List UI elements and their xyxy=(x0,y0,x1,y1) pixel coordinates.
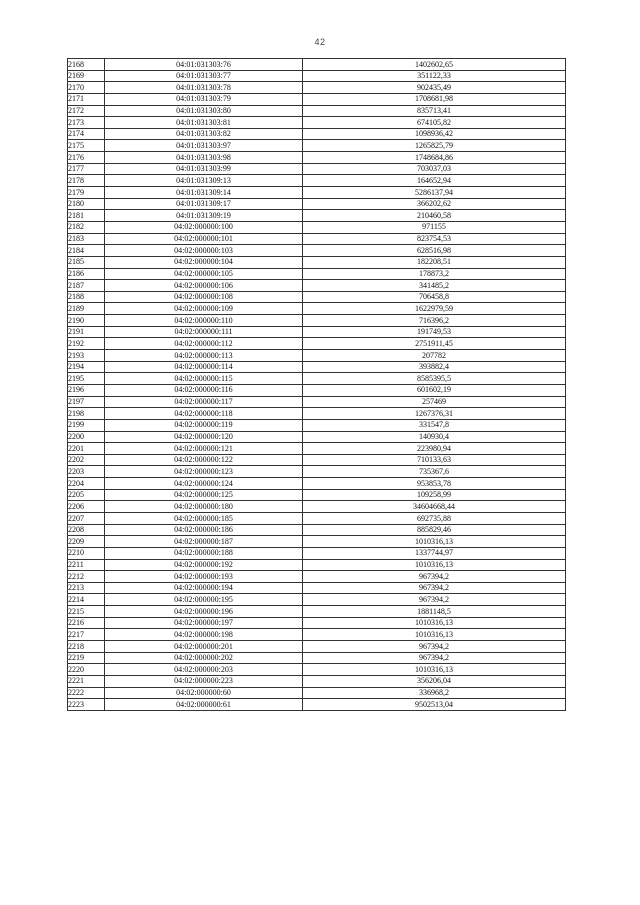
table-row xyxy=(68,233,566,245)
value-cell: 191749,53 xyxy=(303,326,566,338)
table-row xyxy=(68,606,566,618)
cadastral-number-cell: 04:02:000000:114 xyxy=(105,361,303,373)
value-cell: 1881148,5 xyxy=(303,606,566,618)
value-cell: 735367,6 xyxy=(303,466,566,478)
row-number-cell: 2194 xyxy=(68,361,105,373)
table-row xyxy=(68,396,566,408)
table-row xyxy=(68,256,566,268)
cadastral-number-cell: 04:02:000000:223 xyxy=(105,675,303,687)
row-number-cell: 2218 xyxy=(68,641,105,653)
cadastral-number-cell: 04:01:031309:14 xyxy=(105,187,303,199)
table-row xyxy=(68,675,566,687)
table-row xyxy=(68,524,566,536)
cadastral-number-cell: 04:02:000000:116 xyxy=(105,384,303,396)
value-cell: 223980,94 xyxy=(303,443,566,455)
cadastral-number-cell: 04:02:000000:186 xyxy=(105,524,303,536)
value-cell: 716396,2 xyxy=(303,315,566,327)
value-cell: 1010316,13 xyxy=(303,629,566,641)
row-number-cell: 2173 xyxy=(68,117,105,129)
row-number-cell: 2190 xyxy=(68,315,105,327)
value-cell: 967394,2 xyxy=(303,652,566,664)
row-number-cell: 2199 xyxy=(68,419,105,431)
cadastral-number-cell: 04:01:031303:76 xyxy=(105,59,303,71)
value-cell: 393882,4 xyxy=(303,361,566,373)
row-number-cell: 2171 xyxy=(68,93,105,105)
cadastral-number-cell: 04:02:000000:112 xyxy=(105,338,303,350)
row-number-cell: 2170 xyxy=(68,82,105,94)
value-cell: 967394,2 xyxy=(303,571,566,583)
row-number-cell: 2176 xyxy=(68,152,105,164)
cadastral-number-cell: 04:02:000000:188 xyxy=(105,547,303,559)
cadastral-number-cell: 04:02:000000:201 xyxy=(105,641,303,653)
row-number-cell: 2196 xyxy=(68,384,105,396)
cadastral-number-cell: 04:02:000000:100 xyxy=(105,221,303,233)
value-cell: 628516,98 xyxy=(303,245,566,257)
value-cell: 953853,78 xyxy=(303,478,566,490)
table-row xyxy=(68,641,566,653)
row-number-cell: 2168 xyxy=(68,59,105,71)
row-number-cell: 2192 xyxy=(68,338,105,350)
value-cell: 9502513,04 xyxy=(303,699,566,711)
row-number-cell: 2195 xyxy=(68,373,105,385)
table-row xyxy=(68,210,566,222)
cadastral-number-cell: 04:02:000000:121 xyxy=(105,443,303,455)
row-number-cell: 2188 xyxy=(68,291,105,303)
cadastral-number-cell: 04:02:000000:122 xyxy=(105,454,303,466)
table-row xyxy=(68,408,566,420)
cadastral-number-cell: 04:01:031303:81 xyxy=(105,117,303,129)
row-number-cell: 2204 xyxy=(68,478,105,490)
value-cell: 336968,2 xyxy=(303,687,566,699)
value-cell: 1265825,79 xyxy=(303,140,566,152)
cadastral-number-cell: 04:02:000000:125 xyxy=(105,489,303,501)
row-number-cell: 2213 xyxy=(68,582,105,594)
cadastral-number-cell: 04:02:000000:196 xyxy=(105,606,303,618)
table-row xyxy=(68,361,566,373)
row-number-cell: 2220 xyxy=(68,664,105,676)
table-row xyxy=(68,315,566,327)
cadastral-number-cell: 04:01:031303:77 xyxy=(105,70,303,82)
cadastral-number-cell: 04:01:031309:13 xyxy=(105,175,303,187)
value-cell: 1010316,13 xyxy=(303,664,566,676)
table-row xyxy=(68,187,566,199)
value-cell: 1010316,13 xyxy=(303,559,566,571)
table-row xyxy=(68,466,566,478)
cadastral-number-cell: 04:02:000000:111 xyxy=(105,326,303,338)
row-number-cell: 2197 xyxy=(68,396,105,408)
cadastral-number-cell: 04:02:000000:197 xyxy=(105,617,303,629)
row-number-cell: 2180 xyxy=(68,198,105,210)
cadastral-number-cell: 04:01:031303:82 xyxy=(105,128,303,140)
value-cell: 835713,41 xyxy=(303,105,566,117)
table-row xyxy=(68,140,566,152)
row-number-cell: 2179 xyxy=(68,187,105,199)
value-cell: 1010316,13 xyxy=(303,536,566,548)
value-cell: 178873,2 xyxy=(303,268,566,280)
cadastral-number-cell: 04:02:000000:113 xyxy=(105,350,303,362)
table-row xyxy=(68,152,566,164)
row-number-cell: 2207 xyxy=(68,512,105,524)
cadastral-number-cell: 04:01:031309:19 xyxy=(105,210,303,222)
cadastral-number-cell: 04:02:000000:108 xyxy=(105,291,303,303)
cadastral-number-cell: 04:02:000000:106 xyxy=(105,280,303,292)
value-cell: 1402602,65 xyxy=(303,59,566,71)
value-cell: 5286137,94 xyxy=(303,187,566,199)
table-row xyxy=(68,373,566,385)
row-number-cell: 2184 xyxy=(68,245,105,257)
table-body xyxy=(68,59,566,711)
value-cell: 140930,4 xyxy=(303,431,566,443)
table-row xyxy=(68,303,566,315)
row-number-cell: 2217 xyxy=(68,629,105,641)
row-number-cell: 2186 xyxy=(68,268,105,280)
value-cell: 703037,03 xyxy=(303,163,566,175)
table-row xyxy=(68,245,566,257)
value-cell: 351122,33 xyxy=(303,70,566,82)
cadastral-number-cell: 04:02:000000:198 xyxy=(105,629,303,641)
row-number-cell: 2212 xyxy=(68,571,105,583)
cadastral-number-cell: 04:01:031303:79 xyxy=(105,93,303,105)
cadastral-number-cell: 04:01:031303:80 xyxy=(105,105,303,117)
cadastral-number-cell: 04:01:031303:99 xyxy=(105,163,303,175)
cadastral-number-cell: 04:02:000000:187 xyxy=(105,536,303,548)
row-number-cell: 2214 xyxy=(68,594,105,606)
cadastral-number-cell: 04:02:000000:185 xyxy=(105,512,303,524)
cadastral-number-cell: 04:02:000000:120 xyxy=(105,431,303,443)
row-number-cell: 2187 xyxy=(68,280,105,292)
cadastral-number-cell: 04:02:000000:110 xyxy=(105,315,303,327)
cadastral-number-cell: 04:02:000000:195 xyxy=(105,594,303,606)
table-row xyxy=(68,443,566,455)
cadastral-number-cell: 04:02:000000:203 xyxy=(105,664,303,676)
row-number-cell: 2200 xyxy=(68,431,105,443)
value-cell: 331547,8 xyxy=(303,419,566,431)
value-cell: 1267376,31 xyxy=(303,408,566,420)
row-number-cell: 2216 xyxy=(68,617,105,629)
value-cell: 34604668,44 xyxy=(303,501,566,513)
cadastral-number-cell: 04:02:000000:118 xyxy=(105,408,303,420)
value-cell: 601602,19 xyxy=(303,384,566,396)
table-row xyxy=(68,350,566,362)
value-cell: 971155 xyxy=(303,221,566,233)
table-row xyxy=(68,384,566,396)
row-number-cell: 2177 xyxy=(68,163,105,175)
value-cell: 967394,2 xyxy=(303,641,566,653)
row-number-cell: 2198 xyxy=(68,408,105,420)
cadastral-number-cell: 04:01:031303:78 xyxy=(105,82,303,94)
cadastral-number-cell: 04:02:000000:192 xyxy=(105,559,303,571)
cadastral-number-cell: 04:02:000000:180 xyxy=(105,501,303,513)
table-row xyxy=(68,431,566,443)
cadastral-number-cell: 04:02:000000:61 xyxy=(105,699,303,711)
table-row xyxy=(68,163,566,175)
row-number-cell: 2206 xyxy=(68,501,105,513)
value-cell: 1010316,13 xyxy=(303,617,566,629)
table-row xyxy=(68,198,566,210)
table-row xyxy=(68,547,566,559)
cadastral-table xyxy=(67,58,566,711)
cadastral-number-cell: 04:01:031303:98 xyxy=(105,152,303,164)
value-cell: 1337744,97 xyxy=(303,547,566,559)
table-row xyxy=(68,652,566,664)
table-row xyxy=(68,664,566,676)
row-number-cell: 2175 xyxy=(68,140,105,152)
value-cell: 8585395,5 xyxy=(303,373,566,385)
value-cell: 2751911,45 xyxy=(303,338,566,350)
value-cell: 967394,2 xyxy=(303,582,566,594)
value-cell: 341485,2 xyxy=(303,280,566,292)
value-cell: 885829,46 xyxy=(303,524,566,536)
row-number-cell: 2205 xyxy=(68,489,105,501)
table-row xyxy=(68,571,566,583)
cadastral-number-cell: 04:02:000000:123 xyxy=(105,466,303,478)
value-cell: 710133,63 xyxy=(303,454,566,466)
table-row xyxy=(68,70,566,82)
cadastral-number-cell: 04:02:000000:60 xyxy=(105,687,303,699)
value-cell: 1098936,42 xyxy=(303,128,566,140)
table-row xyxy=(68,59,566,71)
value-cell: 164652,94 xyxy=(303,175,566,187)
row-number-cell: 2221 xyxy=(68,675,105,687)
cadastral-number-cell: 04:02:000000:124 xyxy=(105,478,303,490)
table-row xyxy=(68,291,566,303)
cadastral-number-cell: 04:02:000000:101 xyxy=(105,233,303,245)
cadastral-number-cell: 04:01:031309:17 xyxy=(105,198,303,210)
table-row xyxy=(68,280,566,292)
cadastral-number-cell: 04:02:000000:119 xyxy=(105,419,303,431)
cadastral-number-cell: 04:02:000000:109 xyxy=(105,303,303,315)
row-number-cell: 2201 xyxy=(68,443,105,455)
table-row xyxy=(68,268,566,280)
row-number-cell: 2223 xyxy=(68,699,105,711)
table-row xyxy=(68,105,566,117)
value-cell: 967394,2 xyxy=(303,594,566,606)
row-number-cell: 2172 xyxy=(68,105,105,117)
table-row xyxy=(68,582,566,594)
page-number: 42 xyxy=(314,37,326,47)
value-cell: 109258,99 xyxy=(303,489,566,501)
value-cell: 182208,51 xyxy=(303,256,566,268)
table-row xyxy=(68,82,566,94)
value-cell: 366202,62 xyxy=(303,198,566,210)
table-row xyxy=(68,117,566,129)
table-row xyxy=(68,594,566,606)
row-number-cell: 2222 xyxy=(68,687,105,699)
row-number-cell: 2181 xyxy=(68,210,105,222)
row-number-cell: 2202 xyxy=(68,454,105,466)
cadastral-number-cell: 04:02:000000:115 xyxy=(105,373,303,385)
table-row xyxy=(68,326,566,338)
row-number-cell: 2209 xyxy=(68,536,105,548)
table-row xyxy=(68,501,566,513)
cadastral-number-cell: 04:02:000000:105 xyxy=(105,268,303,280)
value-cell: 257469 xyxy=(303,396,566,408)
row-number-cell: 2191 xyxy=(68,326,105,338)
row-number-cell: 2185 xyxy=(68,256,105,268)
cadastral-number-cell: 04:02:000000:193 xyxy=(105,571,303,583)
table-row xyxy=(68,559,566,571)
row-number-cell: 2183 xyxy=(68,233,105,245)
cadastral-number-cell: 04:02:000000:117 xyxy=(105,396,303,408)
row-number-cell: 2182 xyxy=(68,221,105,233)
table-row xyxy=(68,338,566,350)
table-row xyxy=(68,617,566,629)
table-row xyxy=(68,93,566,105)
value-cell: 1622979,59 xyxy=(303,303,566,315)
table-row xyxy=(68,454,566,466)
value-cell: 706458,8 xyxy=(303,291,566,303)
row-number-cell: 2203 xyxy=(68,466,105,478)
table-row xyxy=(68,175,566,187)
cadastral-number-cell: 04:02:000000:103 xyxy=(105,245,303,257)
row-number-cell: 2208 xyxy=(68,524,105,536)
row-number-cell: 2189 xyxy=(68,303,105,315)
cadastral-number-cell: 04:02:000000:104 xyxy=(105,256,303,268)
row-number-cell: 2174 xyxy=(68,128,105,140)
value-cell: 902435,49 xyxy=(303,82,566,94)
value-cell: 207782 xyxy=(303,350,566,362)
value-cell: 356206,04 xyxy=(303,675,566,687)
cadastral-number-cell: 04:01:031303:97 xyxy=(105,140,303,152)
row-number-cell: 2193 xyxy=(68,350,105,362)
value-cell: 210460,58 xyxy=(303,210,566,222)
row-number-cell: 2211 xyxy=(68,559,105,571)
table-row xyxy=(68,699,566,711)
table-row xyxy=(68,536,566,548)
row-number-cell: 2215 xyxy=(68,606,105,618)
row-number-cell: 2210 xyxy=(68,547,105,559)
table-row xyxy=(68,128,566,140)
row-number-cell: 2169 xyxy=(68,70,105,82)
value-cell: 1748684,86 xyxy=(303,152,566,164)
table-row xyxy=(68,687,566,699)
table-row xyxy=(68,629,566,641)
cadastral-number-cell: 04:02:000000:202 xyxy=(105,652,303,664)
table-row xyxy=(68,478,566,490)
row-number-cell: 2219 xyxy=(68,652,105,664)
cadastral-number-cell: 04:02:000000:194 xyxy=(105,582,303,594)
value-cell: 823754,53 xyxy=(303,233,566,245)
table-row xyxy=(68,419,566,431)
value-cell: 1708681,98 xyxy=(303,93,566,105)
table-row xyxy=(68,221,566,233)
table-row xyxy=(68,489,566,501)
value-cell: 692735,88 xyxy=(303,512,566,524)
value-cell: 674105,82 xyxy=(303,117,566,129)
row-number-cell: 2178 xyxy=(68,175,105,187)
table-row xyxy=(68,512,566,524)
